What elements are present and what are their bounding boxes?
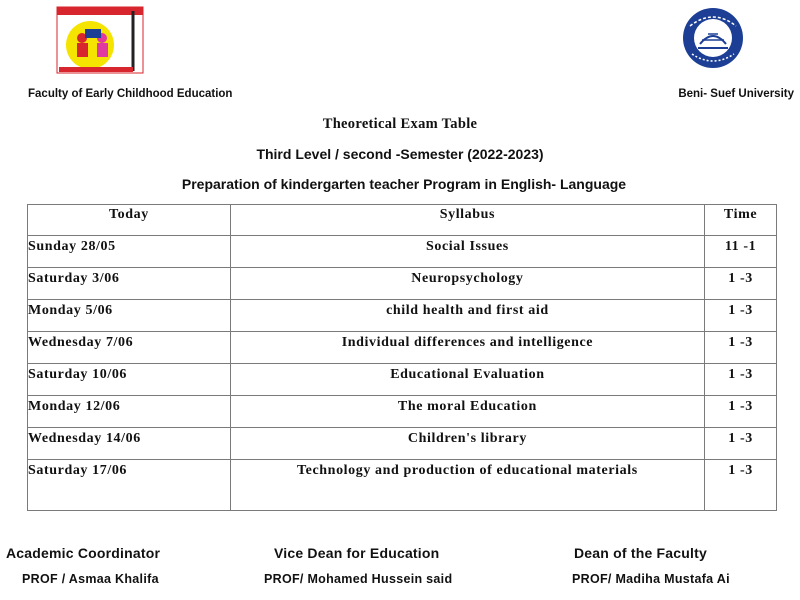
table-row	[28, 396, 777, 428]
exam-syllabus: Neuropsychology	[230, 268, 704, 300]
signature-name-coordinator: PROF / Asmaa Khalifa	[22, 572, 159, 586]
university-name: Beni- Suef University	[678, 88, 794, 100]
level-semester: Third Level / second -Semester (2022-2023)	[256, 146, 544, 162]
table-row	[28, 332, 777, 364]
signature-name-dean: PROF/ Madiha Mustafa Ai	[572, 572, 730, 586]
header-syllabus: Syllabus	[230, 205, 704, 236]
exam-day: Saturday 3/06	[28, 268, 231, 300]
exam-syllabus: Social Issues	[230, 236, 704, 268]
exam-day: Monday 12/06	[28, 396, 231, 428]
exam-time: 11 -1	[705, 236, 777, 268]
table-row	[28, 460, 777, 511]
table-row	[28, 428, 777, 460]
exam-day: Saturday 17/06	[28, 460, 231, 511]
exam-syllabus: child health and first aid	[230, 300, 704, 332]
exam-day: Sunday 28/05	[28, 236, 231, 268]
faculty-name: Faculty of Early Childhood Education	[28, 88, 233, 100]
header-today: Today	[28, 205, 231, 236]
exam-day: Monday 5/06	[28, 300, 231, 332]
exam-time: 1 -3	[705, 268, 777, 300]
exam-table	[27, 204, 777, 511]
exam-syllabus: Individual differences and intelligence	[230, 332, 704, 364]
signature-title-dean: Dean of the Faculty	[574, 545, 707, 561]
exam-day: Wednesday 14/06	[28, 428, 231, 460]
document-title: Theoretical Exam Table	[322, 116, 478, 132]
exam-syllabus: Children's library	[230, 428, 704, 460]
table-row	[28, 364, 777, 396]
exam-time: 1 -3	[705, 332, 777, 364]
signature-title-coordinator: Academic Coordinator	[6, 545, 161, 561]
exam-time: 1 -3	[705, 460, 777, 511]
signature-name-vice-dean: PROF/ Mohamed Hussein said	[264, 572, 453, 586]
exam-time: 1 -3	[705, 396, 777, 428]
signature-title-vice-dean: Vice Dean for Education	[274, 545, 440, 561]
header-time: Time	[705, 205, 777, 236]
table-row	[28, 300, 777, 332]
table-header-row	[28, 205, 777, 236]
exam-syllabus: Technology and production of educational materials	[230, 460, 704, 511]
university-seal	[668, 6, 758, 70]
faculty-logo	[55, 5, 145, 75]
exam-time: 1 -3	[705, 364, 777, 396]
table-row	[28, 236, 777, 268]
exam-syllabus: Educational Evaluation	[230, 364, 704, 396]
exam-day: Saturday 10/06	[28, 364, 231, 396]
exam-day: Wednesday 7/06	[28, 332, 231, 364]
exam-time: 1 -3	[705, 300, 777, 332]
table-row	[28, 268, 777, 300]
exam-time: 1 -3	[705, 428, 777, 460]
exam-syllabus: The moral Education	[230, 396, 704, 428]
program-name: Preparation of kindergarten teacher Program in English- Language	[181, 176, 627, 192]
